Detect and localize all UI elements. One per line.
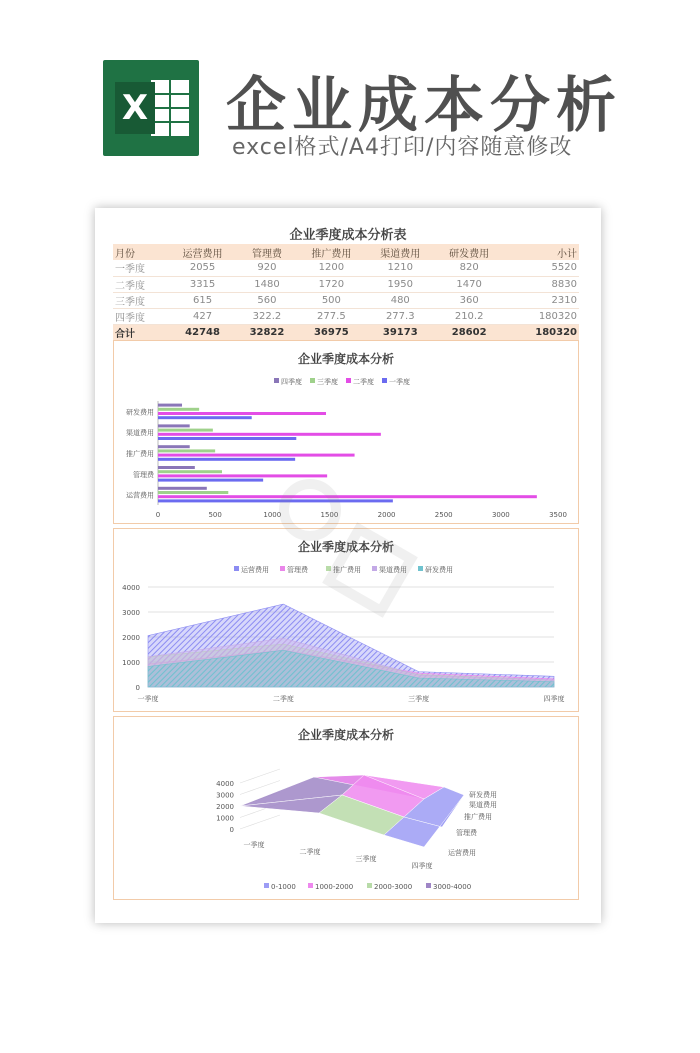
header-cell: 渠道费用 — [366, 244, 435, 260]
table-cell: 427 — [168, 308, 237, 324]
table-cell: 1950 — [366, 276, 435, 292]
surface-chart — [114, 717, 578, 899]
table-cell: 1480 — [237, 276, 297, 292]
legend-swatch — [367, 883, 372, 888]
table-cell: 500 — [297, 292, 366, 308]
total-cell: 28602 — [435, 324, 504, 340]
legend-swatch — [308, 883, 313, 888]
table-cell: 277.5 — [297, 308, 366, 324]
table-row — [113, 276, 579, 292]
x-tick-label: 2500 — [434, 511, 453, 519]
x-tick-label: 500 — [208, 511, 222, 519]
table-cell: 1470 — [435, 276, 504, 292]
z-tick-label: 4000 — [216, 780, 234, 788]
y-category-label: 推广费用 — [126, 450, 154, 458]
table-row — [113, 308, 579, 324]
legend-label: 渠道费用 — [379, 566, 407, 574]
legend-label: 二季度 — [353, 378, 374, 386]
table-cell: 1200 — [297, 260, 366, 276]
x-tick-label: 2000 — [377, 511, 396, 519]
chart-title: 企业季度成本分析 — [297, 540, 395, 554]
total-cell: 180320 — [504, 324, 579, 340]
legend-swatch — [382, 378, 387, 383]
header-cell: 推广费用 — [297, 244, 366, 260]
legend-swatch — [426, 883, 431, 888]
bar — [158, 412, 326, 415]
table-cell: 2310 — [504, 292, 579, 308]
bar — [158, 433, 381, 436]
table-cell: 560 — [237, 292, 297, 308]
bar — [158, 429, 213, 432]
legend-label: 管理费 — [287, 566, 308, 574]
total-cell: 36975 — [297, 324, 366, 340]
header-cell: 运营费用 — [168, 244, 237, 260]
table-cell: 920 — [237, 260, 297, 276]
bar — [158, 458, 295, 461]
legend-swatch — [274, 378, 279, 383]
excel-logo-icon — [103, 60, 199, 156]
chart-title: 企业季度成本分析 — [297, 728, 395, 742]
table-cell: 2055 — [168, 260, 237, 276]
x-tick-label: 三季度 — [408, 695, 430, 703]
total-cell: 合计 — [113, 324, 168, 340]
legend-swatch — [310, 378, 315, 383]
y-category-label: 渠道费用 — [126, 429, 154, 438]
table-cell: 二季度 — [113, 276, 168, 292]
legend-label: 三季度 — [317, 378, 338, 386]
bar — [158, 437, 296, 440]
table-cell: 322.2 — [237, 308, 297, 324]
y-tick-label: 4000 — [122, 584, 140, 592]
z-tick-label: 0 — [229, 826, 234, 834]
legend-label: 0-1000 — [271, 883, 296, 891]
legend-label: 推广费用 — [333, 566, 361, 574]
legend-label: 研发费用 — [425, 566, 453, 574]
x-tick-label: 四季度 — [543, 695, 565, 703]
bar — [158, 466, 195, 469]
x-category-label: 四季度 — [411, 862, 433, 870]
legend-label: 运营费用 — [241, 566, 269, 574]
bar — [158, 491, 228, 494]
z-tick-label: 2000 — [216, 803, 234, 811]
table-cell: 5520 — [504, 260, 579, 276]
x-tick-label: 3500 — [549, 511, 567, 519]
total-cell: 42748 — [168, 324, 237, 340]
x-tick-label: 3000 — [491, 511, 510, 519]
bar — [158, 424, 190, 427]
x-category-label: 三季度 — [355, 855, 377, 863]
y-category-label: 研发费用 — [469, 791, 497, 799]
x-tick-label: 1000 — [263, 511, 282, 519]
y-category-label: 推广费用 — [464, 813, 492, 821]
bar — [158, 408, 199, 411]
z-gridline — [240, 769, 280, 783]
table-cell: 1720 — [297, 276, 366, 292]
watermark-logo-icon — [270, 470, 430, 630]
bar — [158, 470, 222, 473]
y-category-label: 运营费用 — [126, 491, 154, 500]
page-subtitle: excel格式/A4打印/内容随意修改 — [232, 135, 573, 160]
z-gridline — [240, 815, 280, 829]
bar — [158, 445, 190, 448]
z-gridline — [240, 781, 280, 795]
header-cell: 研发费用 — [435, 244, 504, 260]
y-tick-label: 3000 — [122, 609, 140, 617]
bar — [158, 487, 207, 490]
table-cell: 615 — [168, 292, 237, 308]
z-tick-label: 1000 — [216, 814, 234, 823]
table-title: 企业季度成本分析表 — [289, 228, 407, 243]
table-cell: 820 — [435, 260, 504, 276]
x-category-label: 二季度 — [299, 848, 321, 856]
table-cell: 四季度 — [113, 308, 168, 324]
header-cell: 小计 — [504, 244, 579, 260]
cost-table — [113, 244, 579, 341]
chart-title: 企业季度成本分析 — [297, 352, 395, 366]
y-tick-label: 1000 — [122, 659, 140, 667]
table-cell: 三季度 — [113, 292, 168, 308]
y-category-label: 渠道费用 — [469, 801, 497, 809]
table-row — [113, 292, 579, 308]
table-cell: 一季度 — [113, 260, 168, 276]
header-cell: 管理费 — [237, 244, 297, 260]
x-tick-label: 二季度 — [272, 695, 294, 703]
excel-x-letter: X — [115, 82, 155, 134]
x-category-label: 一季度 — [243, 841, 265, 849]
table-cell: 180320 — [504, 308, 579, 324]
y-category-label: 管理费 — [133, 470, 154, 479]
legend-label: 2000-3000 — [374, 883, 413, 891]
table-cell: 3315 — [168, 276, 237, 292]
y-category-label: 运营费用 — [448, 849, 476, 857]
spreadsheet-grid-icon — [151, 80, 189, 136]
y-tick-label: 0 — [135, 684, 140, 692]
z-tick-label: 3000 — [216, 791, 234, 800]
bar — [158, 416, 252, 419]
bar — [158, 449, 215, 452]
bar — [158, 479, 263, 482]
total-cell: 39173 — [366, 324, 435, 340]
surface-chart-panel — [113, 716, 579, 900]
table-cell: 277.3 — [366, 308, 435, 324]
page-header — [0, 0, 700, 180]
legend-swatch — [264, 883, 269, 888]
table-header-row — [113, 244, 579, 260]
page-title: 企业成本分析 — [226, 71, 622, 141]
bar — [158, 404, 182, 407]
table-cell: 8830 — [504, 276, 579, 292]
legend-label: 3000-4000 — [433, 883, 472, 891]
table-total-row — [113, 324, 579, 340]
x-tick-label: 1500 — [320, 511, 339, 519]
total-cell: 32822 — [237, 324, 297, 340]
legend-label: 一季度 — [389, 378, 410, 386]
legend-label: 四季度 — [281, 378, 302, 386]
table-cell: 360 — [435, 292, 504, 308]
table-cell: 480 — [366, 292, 435, 308]
table-cell: 210.2 — [435, 308, 504, 324]
bar — [158, 454, 355, 457]
table-row — [113, 260, 579, 276]
x-tick-label: 一季度 — [137, 695, 159, 703]
table-cell: 1210 — [366, 260, 435, 276]
legend-label: 1000-2000 — [315, 883, 354, 891]
y-category-label: 研发费用 — [126, 408, 154, 417]
y-category-label: 管理费 — [456, 829, 477, 837]
x-tick-label: 0 — [155, 511, 161, 519]
header-cell: 月份 — [113, 244, 168, 260]
legend-swatch — [346, 378, 351, 383]
y-tick-label: 2000 — [122, 634, 140, 642]
legend-swatch — [234, 566, 239, 571]
